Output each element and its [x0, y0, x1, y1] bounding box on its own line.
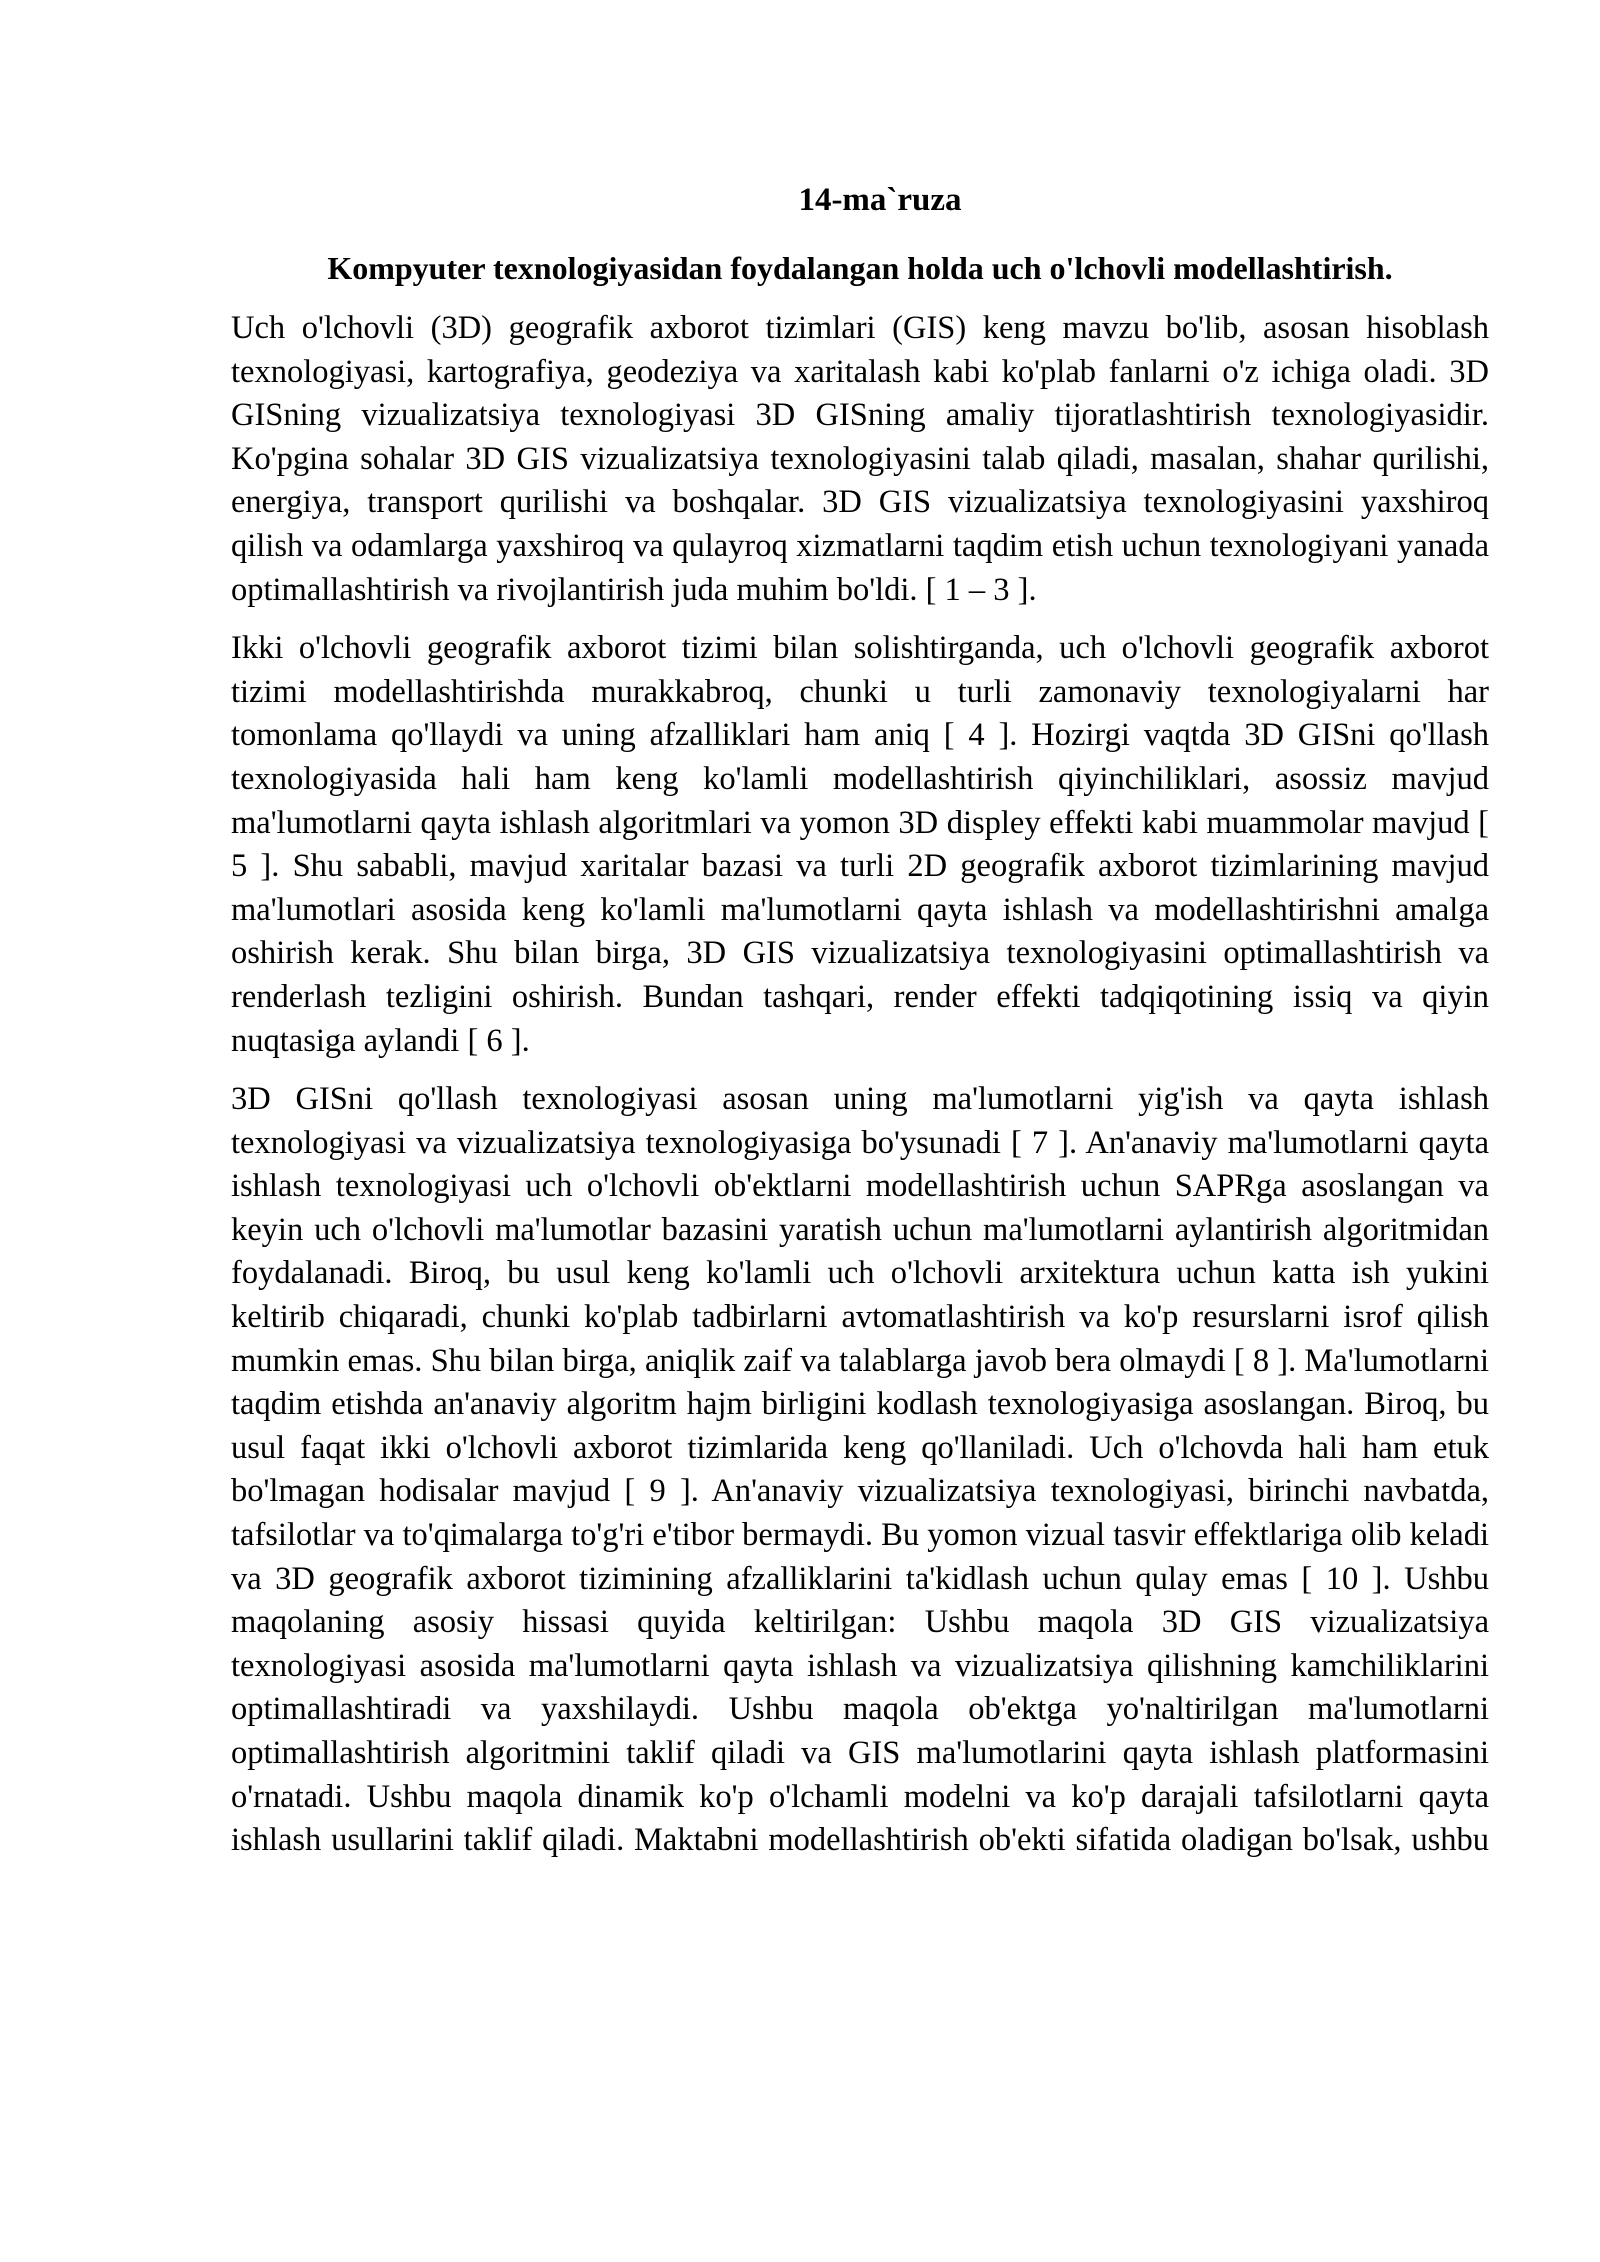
paragraph-3: 3D GISni qo'llash texnologiyasi asosan uning ma'lumotlarni yig'ish va qayta ishlash texnologiyasi va vizualizatsiya texnologiyasiga bo'ysunadi [ 7 ]. An'anaviy ma'lumotlarni qayta ishlash texnologiyasi uch o'lchovli ob'ektlarni modellashtirish uchun SAPRga asoslangan va keyin uch o'lchovli ma'lumotlar bazasini yaratish uchun ma'lumotlarni aylantirish algoritmidan foydalanadi. Biroq, bu usul keng ko'lamli uch o'lchovli arxitektura uchun katta ish yukini keltirib chiqaradi, chunki ko'plab tadbirlarni avtomatlashtirish va ko'p resurslarni isrof qilish mumkin emas. Shu bilan birga, aniqlik zaif va talablarga javob bera olmaydi [ 8 ]. Ma'lumotlarni taqdim etishda an'anaviy algoritm hajm birligini kodlash texnologiyasiga asoslangan. Biroq, bu usul faqat ikki o'lchovli axborot tizimlarida keng qo'llaniladi. Uch o'lchovda hali ham etuk bo'lmagan hodisalar mavjud [ 9 ]. An'anaviy vizualizatsiya texnologiyasi, birinchi navbatda, tafsilotlar va to'qimalarga to'g'ri e'tibor bermaydi. Bu yomon vizual tasvir effektlariga olib keladi va 3D geografik axborot tizimining afzalliklarini ta'kidlash uchun qulay emas [ 10 ]. Ushbu maqolaning asosiy hissasi quyida keltirilgan: Ushbu maqola 3D GIS vizualizatsiya texnologiyasi asosida ma'lumotlarni qayta ishlash va vizualizatsiya qilishning kamchiliklarini optimallashtiradi va yaxshilaydi. Ushbu maqola ob'ektga yo'naltirilgan ma'lumotlarni optimallashtirish algoritmini taklif qiladi va GIS ma'lumotlarini qayta ishlash platformasini o'rnatadi. Ushbu maqola dinamik ko'p o'lchamli modelni va ko'p darajali tafsilotlarni qayta ishlash usullarini taklif qiladi. Maktabni modellashtirish ob'ekti sifatida oladigan bo'lsak, ushbu — [231, 1081, 1489, 1859]
lecture-number: 14-ma`ruza — [798, 182, 962, 218]
page-title: Kompyuter texnologiyasidan foydalangan holda uch o'lchovli modellashtirish. — [327, 250, 1393, 286]
paragraph-1: Uch o'lchovli (3D) geografik axborot tizimlari (GIS) keng mavzu bo'lib, asosan hisoblash texnologiyasi, kartografiya, geodeziya va xaritalash kabi ko'plab fanlarni o'z ichiga oladi. 3D GISning vizualizatsiya texnologiyasi 3D GISning amaliy tijoratlashtirish texnologiyasidir. Ko'pgina sohalar 3D GIS vizualizatsiya texnologiyasini talab qiladi, masalan, shahar qurilishi, energiya, transport qurilishi va boshqalar. 3D GIS vizualizatsiya texnologiyasini yaxshiroq qilish va odamlarga yaxshiroq va qulayroq xizmatlarni taqdim etish uchun texnologiyani yanada optimallashtirish va rivojlantirish juda muhim bo'ldi. [ 1 – 3 ]. — [231, 310, 1489, 608]
document-body — [231, 176, 1489, 1863]
paragraph-2: Ikki o'lchovli geografik axborot tizimi bilan solishtirganda, uch o'lchovli geografik axborot tizimi modellashtirishda murakkabroq, chunki u turli zamonaviy texnologiyalarni har tomonlama qo'llaydi va uning afzalliklari ham aniq [ 4 ]. Hozirgi vaqtda 3D GISni qo'llash texnologiyasida hali ham keng ko'lamli modellashtirish qiyinchiliklari, asossiz mavjud ma'lumotlarni qayta ishlash algoritmlari va yomon 3D displey effekti kabi muammolar mavjud [ 5 ]. Shu sababli, mavjud xaritalar bazasi va turli 2D geografik axborot tizimlarining mavjud ma'lumotlari asosida keng ko'lamli ma'lumotlarni qayta ishlash va modellashtirishni amalga oshirish kerak. Shu bilan birga, 3D GIS vizualizatsiya texnologiyasini optimallashtirish va renderlash tezligini oshirish. Bundan tashqari, render effekti tadqiqotining issiq va qiyin nuqtasiga aylandi [ 6 ]. — [231, 630, 1489, 1059]
